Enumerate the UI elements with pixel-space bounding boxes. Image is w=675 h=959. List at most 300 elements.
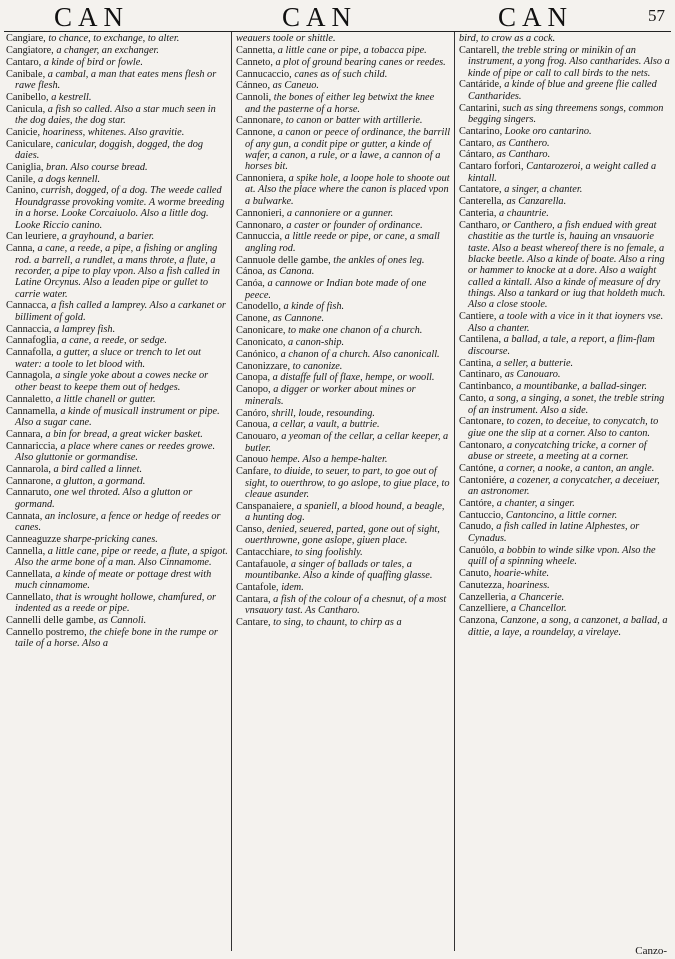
entry-headword: Cannello postremo, <box>6 627 87 639</box>
entry-headword: Cantilena, <box>459 334 502 346</box>
dictionary-entry <box>459 440 670 463</box>
entry-headword: Canto, <box>459 393 487 405</box>
entry-headword: Cantonaro, <box>459 439 505 451</box>
entry-definition: a grayhound, a barier. <box>61 231 155 243</box>
entry-definition: a cannoniere or a gunner. <box>286 207 394 219</box>
dictionary-entry <box>236 372 451 383</box>
entry-headword: Cantóne, <box>459 462 496 474</box>
dictionary-entry <box>459 126 670 137</box>
entry-headword: Caniculare, <box>6 138 54 150</box>
entry-headword: Canonicato, <box>236 336 286 348</box>
entry-headword: Cantoniére, <box>459 474 507 486</box>
dictionary-entry <box>459 381 670 392</box>
entry-headword: Cannafolla, <box>6 347 54 359</box>
dictionary-entry <box>236 547 451 558</box>
entry-headword: Cannetta, <box>236 44 276 56</box>
dictionary-entry <box>6 487 228 510</box>
headword-left: CAN <box>54 2 130 32</box>
entry-definition: a little cane or pipe, a tobacca pipe. <box>277 44 427 56</box>
column-middle <box>236 33 451 949</box>
column-right <box>459 33 670 949</box>
header-rule <box>4 31 671 32</box>
entry-headword: Canzelliere, <box>459 603 509 615</box>
entry-definition: a little cane, pipe or reede, a flute, a spigot. Also the arme bone of a man. Also Cinnamome. <box>15 545 228 568</box>
entry-headword: Cantarino, <box>459 125 503 137</box>
entry-definition: a spike hole, a loope hole to shoote out at. Also the place where the canon is placed vpon a bulwarke. <box>245 173 450 207</box>
dictionary-entry <box>236 33 451 44</box>
entry-definition: a mountibanke, a ballad-singer. <box>516 381 647 393</box>
entry-definition: to sing foolishly. <box>294 547 363 559</box>
entry-headword: Cannonare, <box>236 115 284 127</box>
dictionary-entry <box>236 173 451 207</box>
entry-definition: to chance, to exchange, to alter. <box>48 33 180 44</box>
headword-right: CAN <box>498 2 574 32</box>
entry-definition: canicular, doggish, dogged, the dog daies. <box>15 138 204 161</box>
entry-definition: Canzone, a song, a canzonet, a ballad, a dittie, a laye, a roundelay, a virelaye. <box>468 615 668 638</box>
entry-headword: Cantare, <box>236 617 271 629</box>
entry-headword: Cantarini, <box>459 102 500 114</box>
entry-definition: a fish so called. Also a star much seen in the dog daies, the dog star. <box>15 103 216 126</box>
entry-headword: Canso, <box>236 523 265 535</box>
entry-headword: Cantina, <box>459 357 494 369</box>
entry-definition: shrill, loude, resounding. <box>271 407 375 419</box>
entry-headword: Canino, <box>6 185 39 197</box>
entry-definition: a kinde of meate or pottage drest with much cinnamome. <box>15 568 212 592</box>
entry-definition: as Canzarella. <box>506 196 567 208</box>
entry-definition: a chanter, a singer. <box>496 497 575 509</box>
dictionary-entry <box>459 196 670 207</box>
entry-definition: the ankles of ones leg. <box>333 254 425 266</box>
entry-headword: Canibello, <box>6 91 49 103</box>
dictionary-entry <box>236 220 451 231</box>
entry-headword: Cannuole delle gambe, <box>236 254 331 266</box>
dictionary-entry <box>236 408 451 419</box>
entry-definition: a yeoman of the cellar, a cellar keeper, a butler. <box>245 431 449 454</box>
entry-definition: a fish called a lamprey. Also a carkanet or billiment of gold. <box>15 300 226 323</box>
entry-definition: sharpe-pricking canes. <box>63 533 158 545</box>
dictionary-entry <box>459 358 670 369</box>
dictionary-entry <box>6 104 228 127</box>
dictionary-entry <box>236 57 451 68</box>
dictionary-entry <box>459 463 670 474</box>
entry-headword: Canuólo, <box>459 544 497 556</box>
dictionary-entry <box>6 335 228 346</box>
entry-definition: a plot of ground bearing canes or reedes. <box>275 56 446 68</box>
entry-headword: Cannonieri, <box>236 207 285 219</box>
dictionary-entry <box>236 255 451 266</box>
dictionary-entry <box>6 300 228 323</box>
entry-definition: a glutton, a gormand. <box>55 475 146 487</box>
dictionary-entry <box>6 162 228 173</box>
entry-definition: a little reede or pipe, or cane, a small angling rod. <box>245 231 440 254</box>
entry-headword: Cantiere, <box>459 311 497 323</box>
dictionary-entry <box>459 475 670 498</box>
entry-headword: Canfare, <box>236 466 272 478</box>
dictionary-entry <box>236 115 451 126</box>
entry-definition: to canonize. <box>292 360 343 372</box>
entry-definition: as Cannoli. <box>98 615 147 627</box>
dictionary-entry <box>459 369 670 380</box>
entry-definition: hempe. Also a hempe-halter. <box>270 454 388 466</box>
entry-headword: Canoua, <box>236 419 271 431</box>
entry-definition: Cantoncino, a little corner. <box>505 509 618 521</box>
dictionary-entry <box>459 568 670 579</box>
dictionary-entry <box>236 301 451 312</box>
entry-definition: a kinde of blue and greene flie called Cantharides. <box>468 79 657 102</box>
dictionary-entry <box>236 127 451 172</box>
entry-definition: a little chanell or gutter. <box>55 393 156 405</box>
dictionary-entry <box>236 92 451 115</box>
entry-headword: Cantaro forfori, <box>459 161 524 173</box>
entry-definition: bird, to crow as a cock. <box>459 33 556 44</box>
entry-headword: Cantuccio, <box>459 509 504 521</box>
running-header <box>0 0 675 36</box>
entry-definition: a changer, an exchanger. <box>56 44 159 56</box>
entry-definition: a spaniell, a blood hound, a beagle, a hunting dog. <box>245 500 445 524</box>
entry-headword: Canónico, <box>236 348 279 360</box>
dictionary-entry <box>6 592 228 615</box>
catchword: Canzo- <box>635 945 667 957</box>
entry-definition: as Canona. <box>267 266 315 278</box>
entry-definition: a kinde of fish. <box>283 301 345 313</box>
entry-definition: currish, dogged, of a dog. The weede called Houndgrasse provoking vomite. A worme breeding in a horse. Looke Corcaiuolo. Also a little dog. Looke Riccio canino. <box>15 185 225 231</box>
dictionary-entry <box>6 569 228 592</box>
entry-definition: canes as of such child. <box>294 68 388 80</box>
entry-headword: Canopa, <box>236 372 271 384</box>
dictionary-entry <box>236 419 451 430</box>
entry-headword: Canouaro, <box>236 431 279 443</box>
entry-definition: idem. <box>281 582 304 594</box>
dictionary-entry <box>236 582 451 593</box>
entry-definition: or Canthero, a fish endued with great chastitie as the turtle is, hauing an vnsauorie taste. Also a beast whereof there is no female, a blacke beetle. Also a kinde of boate. Also a ring or hammer to knocke at a dore. Also a waight called a kintall. Also a kinde of measure of dry things. Also a tankard or iug that holdeth much. Also a close stoole. <box>468 220 666 311</box>
dictionary-entry <box>6 174 228 185</box>
entry-headword: Canzelleria, <box>459 591 509 603</box>
entry-definition: a ballad, a tale, a report, a flim-flam discourse. <box>468 334 655 357</box>
dictionary-entry <box>459 161 670 184</box>
entry-headword: Cannelli delle gambe, <box>6 615 97 627</box>
entry-definition: to cozen, to deceiue, to conycatch, to giue one the slip at a corner. Also to canton. <box>468 416 659 439</box>
dictionary-entry <box>6 441 228 464</box>
dictionary-entry <box>236 69 451 80</box>
entry-headword: Canonicare, <box>236 325 286 337</box>
entry-definition: a bobbin to winde silke vpon. Also the quill of a spinning wheele. <box>468 544 656 567</box>
entry-definition: weauers toole or shittle. <box>236 33 336 44</box>
dictionary-entry <box>459 184 670 195</box>
page-number: 57 <box>648 6 665 25</box>
entry-headword: Cantacchiare, <box>236 547 293 559</box>
entry-definition: a fish of the colour of a chesnut, of a most vnsauory tast. As Cantharo. <box>245 594 447 617</box>
dictionary-entry <box>459 545 670 568</box>
entry-definition: a conycatching tricke, a corner of abuse or streete, a meeting at a corner. <box>468 439 647 462</box>
entry-definition: a canon-ship. <box>288 336 345 348</box>
entry-definition: the chiefe bone in the rumpe or taile of a horse. Also a <box>15 627 218 650</box>
entry-headword: Cannaruto, <box>6 487 52 499</box>
entry-definition: to make one chanon of a church. <box>288 325 423 337</box>
entry-headword: Canicie, <box>6 126 41 138</box>
entry-definition: Looke oro cantarino. <box>504 125 592 137</box>
dictionary-entry <box>6 406 228 429</box>
dictionary-entry <box>459 149 670 160</box>
entry-headword: Canzona, <box>459 615 498 627</box>
entry-headword: Cannuccia, <box>236 231 283 243</box>
entry-headword: Cantáride, <box>459 79 502 91</box>
entry-definition: a singer, a chanter. <box>504 184 583 196</box>
entry-definition: as Cantharo. <box>496 149 551 161</box>
entry-headword: Cantafole, <box>236 582 279 594</box>
entry-headword: Canone, <box>236 313 271 325</box>
entry-definition: a kestrell. <box>51 91 92 103</box>
dictionary-entry <box>6 394 228 405</box>
entry-definition: a cellar, a vault, a buttrie. <box>272 419 380 431</box>
dictionary-entry <box>236 313 451 324</box>
entry-headword: Canudo, <box>459 521 494 533</box>
dictionary-entry <box>236 361 451 372</box>
entry-headword: Cánoa, <box>236 266 265 278</box>
dictionary-entry <box>459 220 670 311</box>
dictionary-entry <box>6 464 228 475</box>
dictionary-entry <box>6 69 228 92</box>
dictionary-entry <box>236 559 451 582</box>
dictionary-entry <box>6 534 228 545</box>
entry-definition: a bird called a linnet. <box>53 463 143 475</box>
dictionary-entry <box>6 185 228 230</box>
entry-headword: Canopo, <box>236 384 271 396</box>
entry-headword: Canile, <box>6 173 36 185</box>
entry-headword: Cannariccia, <box>6 440 58 452</box>
entry-definition: bran. Also course bread. <box>46 161 148 173</box>
entry-headword: Cannacca, <box>6 300 49 312</box>
dictionary-entry <box>236 231 451 254</box>
entry-definition: a cannowe or Indian bote made of one peece. <box>245 278 427 301</box>
entry-headword: Cantharo, <box>459 220 500 231</box>
entry-definition: as Cannone. <box>272 313 325 325</box>
entry-definition: to canon or batter with artillerie. <box>285 115 423 127</box>
entry-definition: a gutter, a sluce or trench to let out water: a toole to let blood with. <box>15 347 201 370</box>
entry-headword: Cannella, <box>6 545 46 557</box>
dictionary-entry <box>6 615 228 626</box>
entry-definition: one wel throted. Also a glutton or gormand. <box>15 487 193 510</box>
entry-definition: a cane, a reede, or sedge. <box>61 335 167 347</box>
entry-headword: Cannonaro, <box>236 219 284 231</box>
entry-headword: Cantóre, <box>459 497 495 509</box>
dictionary-entry <box>236 337 451 348</box>
entry-definition: a chauntrie. <box>499 208 549 220</box>
dictionary-entry <box>6 476 228 487</box>
entry-headword: Cantonare, <box>459 416 504 428</box>
entry-definition: as Caneuo. <box>272 80 319 92</box>
dictionary-entry <box>236 349 451 360</box>
entry-definition: hoarie-white. <box>493 567 550 579</box>
dictionary-entry <box>6 627 228 650</box>
entry-headword: Cangiare, <box>6 33 46 44</box>
entry-definition: a corner, a nooke, a canton, an angle. <box>498 462 655 474</box>
entry-definition: a song, a singing, a sonet, the treble string of an instrument. Also a side. <box>468 393 665 416</box>
entry-headword: Cantinbanco, <box>459 381 514 393</box>
entry-headword: Canibale, <box>6 68 46 80</box>
dictionary-entry <box>236 594 451 617</box>
column-divider <box>454 32 455 951</box>
dictionary-entry <box>236 431 451 454</box>
entry-headword: Canna, <box>6 243 35 255</box>
entry-headword: Cangiatore, <box>6 44 54 56</box>
entry-headword: Cannellato, <box>6 592 54 603</box>
dictionary-entry <box>6 33 228 44</box>
dictionary-entry <box>459 580 670 591</box>
dictionary-entry <box>459 138 670 149</box>
dictionary-entry <box>6 243 228 300</box>
dictionary-entry <box>459 592 670 603</box>
dictionary-entry <box>6 57 228 68</box>
dictionary-entry <box>459 334 670 357</box>
entry-definition: the bones of either leg betwixt the knee and the pasterne of a horse. <box>245 92 435 115</box>
headword-center: CAN <box>282 2 358 32</box>
entry-headword: Cantafauole, <box>236 558 289 570</box>
entry-headword: Cannagola, <box>6 370 53 382</box>
entry-headword: Cantaro, <box>6 56 42 68</box>
dictionary-entry <box>6 231 228 242</box>
dictionary-entry <box>236 617 451 628</box>
entry-headword: Canonizzare, <box>236 360 291 372</box>
entry-definition: to diuide, to seuer, to part, to goe out of sight, to ouerthrow, to go aslope, to giue place, to cleaue asunder. <box>245 466 450 500</box>
entry-definition: a dogs kennell. <box>38 173 101 185</box>
dictionary-entry <box>236 266 451 277</box>
entry-definition: as Canthero. <box>496 137 550 149</box>
dictionary-entry <box>459 45 670 79</box>
entry-headword: Cannarone, <box>6 475 54 487</box>
entry-definition: a cozener, a conycatcher, a deceiuer, an astronomer. <box>468 474 660 497</box>
dictionary-entry <box>6 92 228 103</box>
dictionary-entry <box>6 45 228 56</box>
dictionary-entry <box>6 139 228 162</box>
entry-definition: a toole with a vice in it that ioyners vse. Also a chanter. <box>468 311 664 334</box>
dictionary-entry <box>459 103 670 126</box>
entry-headword: Cannellata, <box>6 568 53 580</box>
entry-definition: a distaffe full of flaxe, hempe, or wooll. <box>272 372 435 384</box>
entry-headword: Cantaro, <box>459 137 495 149</box>
entry-headword: Canicula, <box>6 103 46 115</box>
dictionary-entry <box>459 603 670 614</box>
entry-definition: a single yoke about a cowes necke or other beast to keepe them out of hedges. <box>15 370 209 393</box>
entry-headword: Cannucaccio, <box>236 68 292 80</box>
entry-headword: Cantatore, <box>459 184 502 196</box>
dictionary-entry <box>6 429 228 440</box>
dictionary-entry <box>459 416 670 439</box>
dictionary-entry <box>459 521 670 544</box>
entry-definition: hoariness, whitenes. Also gravitie. <box>42 126 185 138</box>
dictionary-entry <box>459 510 670 521</box>
entry-headword: Cántaro, <box>459 149 495 161</box>
entry-headword: Canterella, <box>459 196 504 208</box>
entry-headword: Cannarola, <box>6 463 51 475</box>
entry-headword: Cantara, <box>236 594 271 605</box>
entry-definition: a bin for bread, a great wicker basket. <box>45 428 203 440</box>
entry-headword: Can leuriere, <box>6 231 60 243</box>
dictionary-entry <box>6 511 228 534</box>
dictionary-entry <box>236 454 451 465</box>
dictionary-entry <box>6 127 228 138</box>
entry-definition: a seller, a butterie. <box>496 357 574 369</box>
entry-definition: hoariness. <box>507 579 550 591</box>
entry-definition: to sing, to chaunt, to chirp as a <box>273 617 402 629</box>
column-left <box>6 33 228 949</box>
dictionary-entry <box>6 347 228 370</box>
entry-definition: a lamprey fish. <box>54 323 116 335</box>
dictionary-entry <box>6 546 228 569</box>
entry-definition: a singer of ballads or tales, a mountibanke. Also a kinde of quaffing glasse. <box>245 558 433 582</box>
dictionary-entry <box>236 208 451 219</box>
dictionary-entry <box>6 324 228 335</box>
dictionary-entry <box>459 33 670 44</box>
entry-headword: Cannara, <box>6 428 43 440</box>
entry-headword: Canóro, <box>236 407 269 419</box>
column-divider <box>231 32 232 951</box>
entry-headword: Canneaguzze <box>6 533 61 545</box>
entry-headword: Cantarell, <box>459 44 500 56</box>
entry-headword: Cannafoglia, <box>6 335 59 347</box>
entry-headword: Cánneo, <box>236 80 271 92</box>
dictionary-entry <box>236 325 451 336</box>
entry-headword: Canóa, <box>236 278 265 290</box>
dictionary-entry <box>6 370 228 393</box>
entry-headword: Canneto, <box>236 56 273 68</box>
entry-definition: a canon or peece of ordinance, the barrill of any gun, a condit pipe or gutter, a kinde of wafer, a canon, a rule, or a lawe, a cannon of a horses bit. <box>245 127 451 173</box>
entry-headword: Canutezza, <box>459 579 505 591</box>
dictionary-entry <box>236 45 451 56</box>
entry-definition: a fish called in latine Alphestes, or Cynadus. <box>468 521 640 544</box>
entry-definition: the treble string or minikin of an instrument, a yong frog. Also cantharides. Also a kinde of pipe or call to call birds to the nets. <box>468 44 670 79</box>
dictionary-entry <box>459 393 670 416</box>
entry-definition: Cantarozeroi, a weight called a kintall. <box>468 161 657 184</box>
entry-headword: Canspanaiere, <box>236 500 295 512</box>
dictionary-entry <box>459 208 670 219</box>
entry-definition: a caster or founder of ordinance. <box>286 219 423 231</box>
entry-headword: Cannoli, <box>236 92 272 104</box>
entry-definition: a cane, a reede, a pipe, a fishing or angling rod. a barrell, a rundlet, a mans throte, a flute, a recorder, a pipe to play vpon. Also a fish called in Latine Orcynus. Also a leaden pipe or gullet to carrie water. <box>15 243 220 300</box>
entry-headword: Cannamella, <box>6 405 58 417</box>
entry-headword: Cannaccia, <box>6 323 52 335</box>
dictionary-entry <box>459 615 670 638</box>
entry-headword: Cannata, <box>6 510 43 522</box>
entry-definition: denied, seuered, parted, gone out of sight, ouerthrowne, gone aslope, giuen place. <box>245 523 440 547</box>
entry-headword: Canouo <box>236 454 269 466</box>
entry-definition: a cambal, a man that eates mens flesh or rawe flesh. <box>15 68 217 91</box>
entry-definition: such as sing threemens songs, common begging singers. <box>468 102 664 125</box>
entry-headword: Canteria, <box>459 208 497 220</box>
entry-definition: that is wrought hollowe, chamfured, or indented as a reede or pipe. <box>15 592 217 615</box>
entry-headword: Cantinaro, <box>459 369 503 381</box>
entry-headword: Cannaletto, <box>6 393 54 405</box>
entry-definition: a chanon of a church. Also canonicall. <box>280 348 440 360</box>
entry-headword: Canuto, <box>459 567 492 579</box>
dictionary-entry <box>236 524 451 547</box>
entry-definition: as Canouaro. <box>504 369 561 381</box>
dictionary-entry <box>236 278 451 301</box>
entry-headword: Canodello, <box>236 301 281 313</box>
dictionary-entry <box>459 498 670 509</box>
dictionary-entry <box>236 466 451 500</box>
entry-definition: a Chancerie. <box>511 591 565 603</box>
entry-headword: Cannoniera, <box>236 173 287 185</box>
entry-headword: Cannone, <box>236 127 276 139</box>
dictionary-entry <box>459 311 670 334</box>
dictionary-entry <box>459 79 670 102</box>
dictionary-entry <box>236 384 451 407</box>
dictionary-entry <box>236 501 451 524</box>
entry-headword: Caniglia, <box>6 161 44 173</box>
entry-definition: a digger or worker about mines or minerals. <box>245 384 416 407</box>
entry-definition: a Chancellor. <box>511 603 567 615</box>
dictionary-entry <box>236 80 451 91</box>
